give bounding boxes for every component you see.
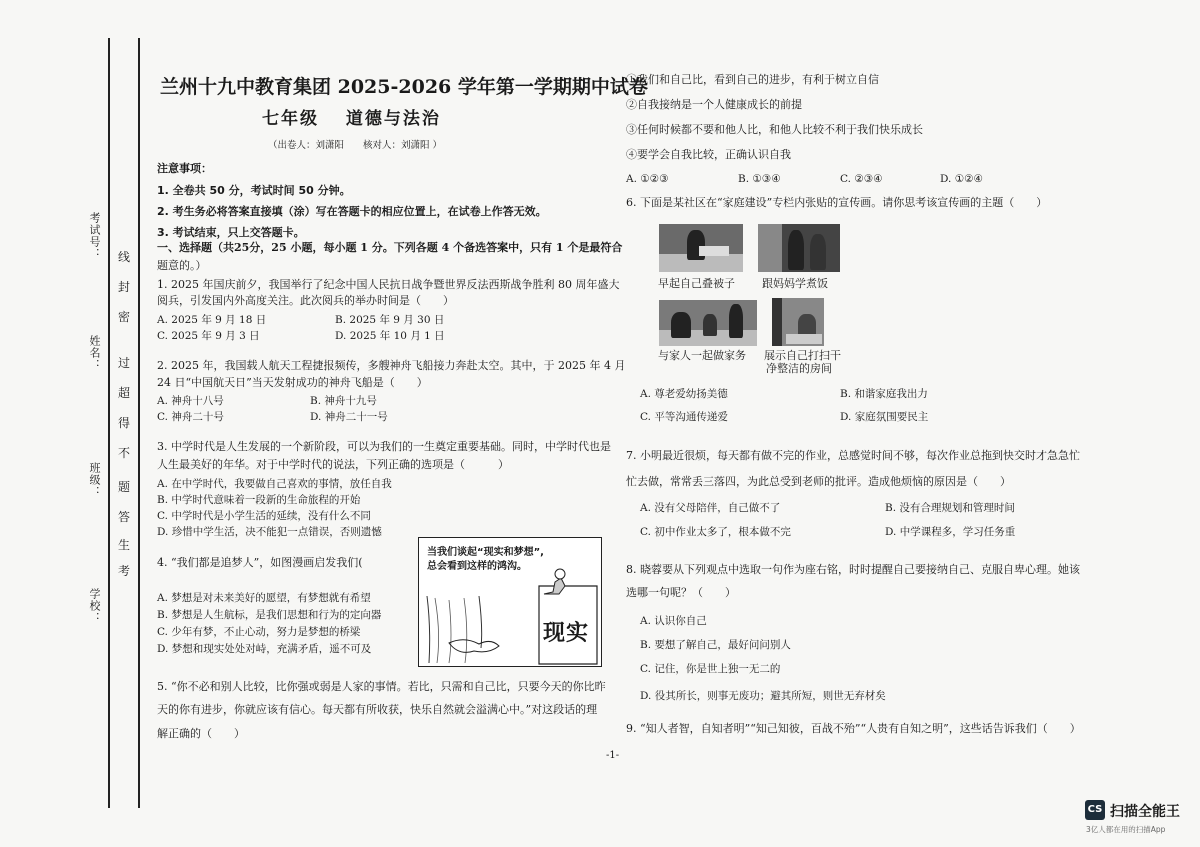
cartoon-caption: 当我们谈起“现实和梦想”, — [427, 547, 544, 558]
seal-char: 密 — [118, 310, 131, 324]
note-item: 2. 考生务必将答案直接填（涂）写在答题卡的相应位置上，在试卷上作答无效。 — [157, 205, 547, 218]
q5-statement: ④要学会自我比较，正确认识自我 — [626, 148, 791, 161]
q8-option-b: B. 要想了解自己，最好问问别人 — [640, 639, 791, 651]
q7-option-a: A. 没有父母陪伴，自己做不了 — [640, 502, 781, 514]
q6-option-c: C. 平等沟通传递爱 — [640, 411, 728, 423]
question-7-text: 忙去做，常常丢三落四，为此总受到老师的批评。造成他烦恼的原因是（ ） — [626, 475, 1011, 488]
q7-option-c: C. 初中作业太多了，根本做不完 — [640, 526, 791, 538]
photo-clean-room — [772, 298, 824, 346]
q5-statement: ②自我接纳是一个人健康成长的前提 — [626, 98, 802, 111]
question-4-text: 4. “我们都是追梦人”，如图漫画启发我们( — [157, 556, 374, 569]
cartoon-caption: 总会看到这样的鸿沟。 — [427, 561, 527, 572]
q1-option-c: C. 2025 年 9 月 3 日 — [157, 330, 260, 342]
q2-option-b: B. 神舟十九号 — [310, 395, 377, 407]
exam-subtitle: 七年级 道德与法治 — [262, 109, 441, 129]
question-6-text: 6. 下面是某社区在“家庭建设”专栏内张贴的宣传画。请你思考该宣传画的主题（ ） — [626, 196, 1048, 209]
q8-option-c: C. 记住，你是世上独一无二的 — [640, 663, 781, 675]
class-label: 班级： — [88, 462, 101, 498]
q2-option-a: A. 神舟十八号 — [157, 395, 224, 407]
q1-option-b: B. 2025 年 9 月 30 日 — [335, 314, 445, 326]
q8-option-a: A. 认识你自己 — [640, 615, 707, 627]
q5-option-c: C. ②③④ — [840, 173, 883, 185]
question-5-text: 天的你有进步，你就应该有信心。每天都有所收获，快乐自然就会溢满心中。”对这段话的理 — [157, 703, 598, 716]
q7-option-b: B. 没有合理规划和管理时间 — [885, 502, 1015, 514]
question-2-text: 24 日“中国航天日”当天发射成功的神舟飞船是（ ） — [157, 376, 428, 389]
q4-option-b: B. 梦想是人生航标，是我们思想和行为的定向器 — [157, 609, 382, 621]
camscanner-logo-icon: CS — [1085, 800, 1105, 820]
q3-option-c: C. 中学时代是小学生活的延续，没有什么不同 — [157, 510, 371, 522]
question-3-text: 3. 中学时代是人生发展的一个新阶段，可以为我们的一生奠定重要基础。同时，中学时代也是 — [157, 440, 611, 453]
binding-line-inner — [138, 38, 140, 808]
q4-option-d: D. 梦想和现实处处对峙，充满矛盾，遥不可及 — [157, 643, 372, 655]
photo-folding-quilt — [659, 224, 743, 272]
q2-option-d: D. 神舟二十一号 — [310, 411, 388, 423]
section-heading: 一、选择题（共25分，25 小题，每小题 1 分。下列各题 4 个备选答案中，只有 1 个是最符合 — [157, 241, 623, 254]
q6-option-a: A. 尊老爱幼扬美德 — [640, 388, 728, 400]
question-5-text: 解正确的（ ） — [157, 727, 245, 740]
q5-statement: ③任何时候都不要和他人比，和他人比较不利于我们快乐成长 — [626, 123, 923, 136]
question-8-text: 选哪一句呢？（ ） — [626, 586, 736, 599]
seal-char: 封 — [118, 280, 131, 294]
question-1-text: 1. 2025 年国庆前夕，我国举行了纪念中国人民抗日战争暨世界反法西斯战争胜利 80 周年盛大 — [157, 278, 620, 291]
photo-caption: 展示自己打扫干 — [764, 349, 841, 362]
note-item: 3. 考试结束，只上交答题卡。 — [157, 226, 305, 239]
question-2-text: 2. 2025 年，我国载人航天工程捷报频传，多艘神舟飞船接力奔赴太空。其中，于 2025 年 4 月 — [157, 359, 626, 372]
q3-option-b: B. 中学时代意味着一段新的生命旅程的开始 — [157, 494, 361, 506]
q7-option-d: D. 中学课程多，学习任务重 — [885, 526, 1016, 538]
question-5-text: 5. “你不必和别人比较，比你强或弱是人家的事情。若比，只需和自己比，只要今天的你比昨 — [157, 680, 606, 693]
seal-char: 生 — [118, 538, 131, 552]
watermark-tagline: 3亿人都在用的扫描App — [1086, 825, 1166, 834]
question-3-text: 人生最美好的年华。对于中学时代的说法，下列正确的选项是（ ） — [157, 458, 509, 471]
photo-caption: 早起自己叠被子 — [658, 277, 735, 290]
q4-option-c: C. 少年有梦，不止心动，努力是梦想的桥梁 — [157, 626, 361, 638]
seal-char: 过 — [118, 356, 131, 370]
note-item: 1. 全卷共 50 分，考试时间 50 分钟。 — [157, 184, 351, 197]
name-label: 姓名： — [88, 335, 101, 371]
q1-option-a: A. 2025 年 9 月 18 日 — [157, 314, 267, 326]
exam-authors: （出卷人：刘潇阳 核对人：刘潇阳 ） — [268, 140, 443, 151]
question-8-text: 8. 晓蓉要从下列观点中选取一句作为座右铭，时时提醒自己要接纳自己、克服自卑心理。她该 — [626, 563, 1080, 576]
q4-option-a: A. 梦想是对未来美好的愿望，有梦想就有希望 — [157, 592, 371, 604]
seal-char: 答 — [118, 510, 131, 524]
q8-option-d: D. 役其所长，则事无废功；避其所短，则世无弃材矣 — [640, 690, 886, 702]
seal-char: 不 — [118, 446, 131, 460]
q3-option-d: D. 珍惜中学生活，决不能犯一点错误，否则遗憾 — [157, 526, 382, 538]
seal-char: 考 — [118, 564, 131, 578]
q6-option-d: D. 家庭氛围要民主 — [840, 411, 929, 423]
page-number: -1- — [606, 750, 620, 761]
binding-line-outer — [108, 38, 110, 808]
question-1-text: 阅兵，引发国内外高度关注。此次阅兵的举办时间是（ ） — [157, 294, 454, 307]
photo-caption: 与家人一起做家务 — [658, 349, 746, 362]
q3-option-a: A. 在中学时代，我要做自己喜欢的事情，放任自我 — [157, 478, 392, 490]
q5-option-a: A. ①②③ — [626, 173, 669, 185]
q5-statement: ①我们和自己比，看到自己的进步，有利于树立自信 — [626, 73, 879, 86]
q5-option-b: B. ①③④ — [738, 173, 781, 185]
photo-cooking — [758, 224, 840, 272]
dream-reality-cartoon — [418, 537, 602, 667]
q2-option-c: C. 神舟二十号 — [157, 411, 224, 423]
q5-option-d: D. ①②④ — [940, 173, 983, 185]
exam-title: 兰州十九中教育集团 2025-2026 学年第一学期期中试卷 — [160, 76, 648, 98]
seal-char: 超 — [118, 386, 131, 400]
cartoon-reality-word: 现实 — [543, 621, 590, 646]
question-9-text: 9. “知人者智，自知者明”“知己知彼，百战不殆”“人贵有自知之明”，这些话告诉我们（ ） — [626, 722, 1081, 735]
question-7-text: 7. 小明最近很烦，每天都有做不完的作业，总感觉时间不够，每次作业总拖到快交时才急急忙 — [626, 449, 1080, 462]
section-heading-cont: 题意的。） — [157, 259, 207, 272]
watermark-name: 扫描全能王 — [1110, 804, 1180, 820]
q1-option-d: D. 2025 年 10 月 1 日 — [335, 330, 445, 342]
seal-char: 题 — [118, 480, 131, 494]
notes-heading: 注意事项： — [157, 162, 212, 175]
seal-char: 得 — [118, 416, 131, 430]
photo-family-chores — [659, 300, 757, 346]
photo-caption: 净整洁的房间 — [766, 362, 832, 375]
school-label: 学校： — [88, 588, 101, 624]
q6-option-b: B. 和谐家庭我出力 — [840, 388, 928, 400]
seal-char: 线 — [118, 250, 131, 264]
photo-caption: 跟妈妈学煮饭 — [762, 277, 828, 290]
exam-number-label: 考试号： — [88, 212, 101, 260]
